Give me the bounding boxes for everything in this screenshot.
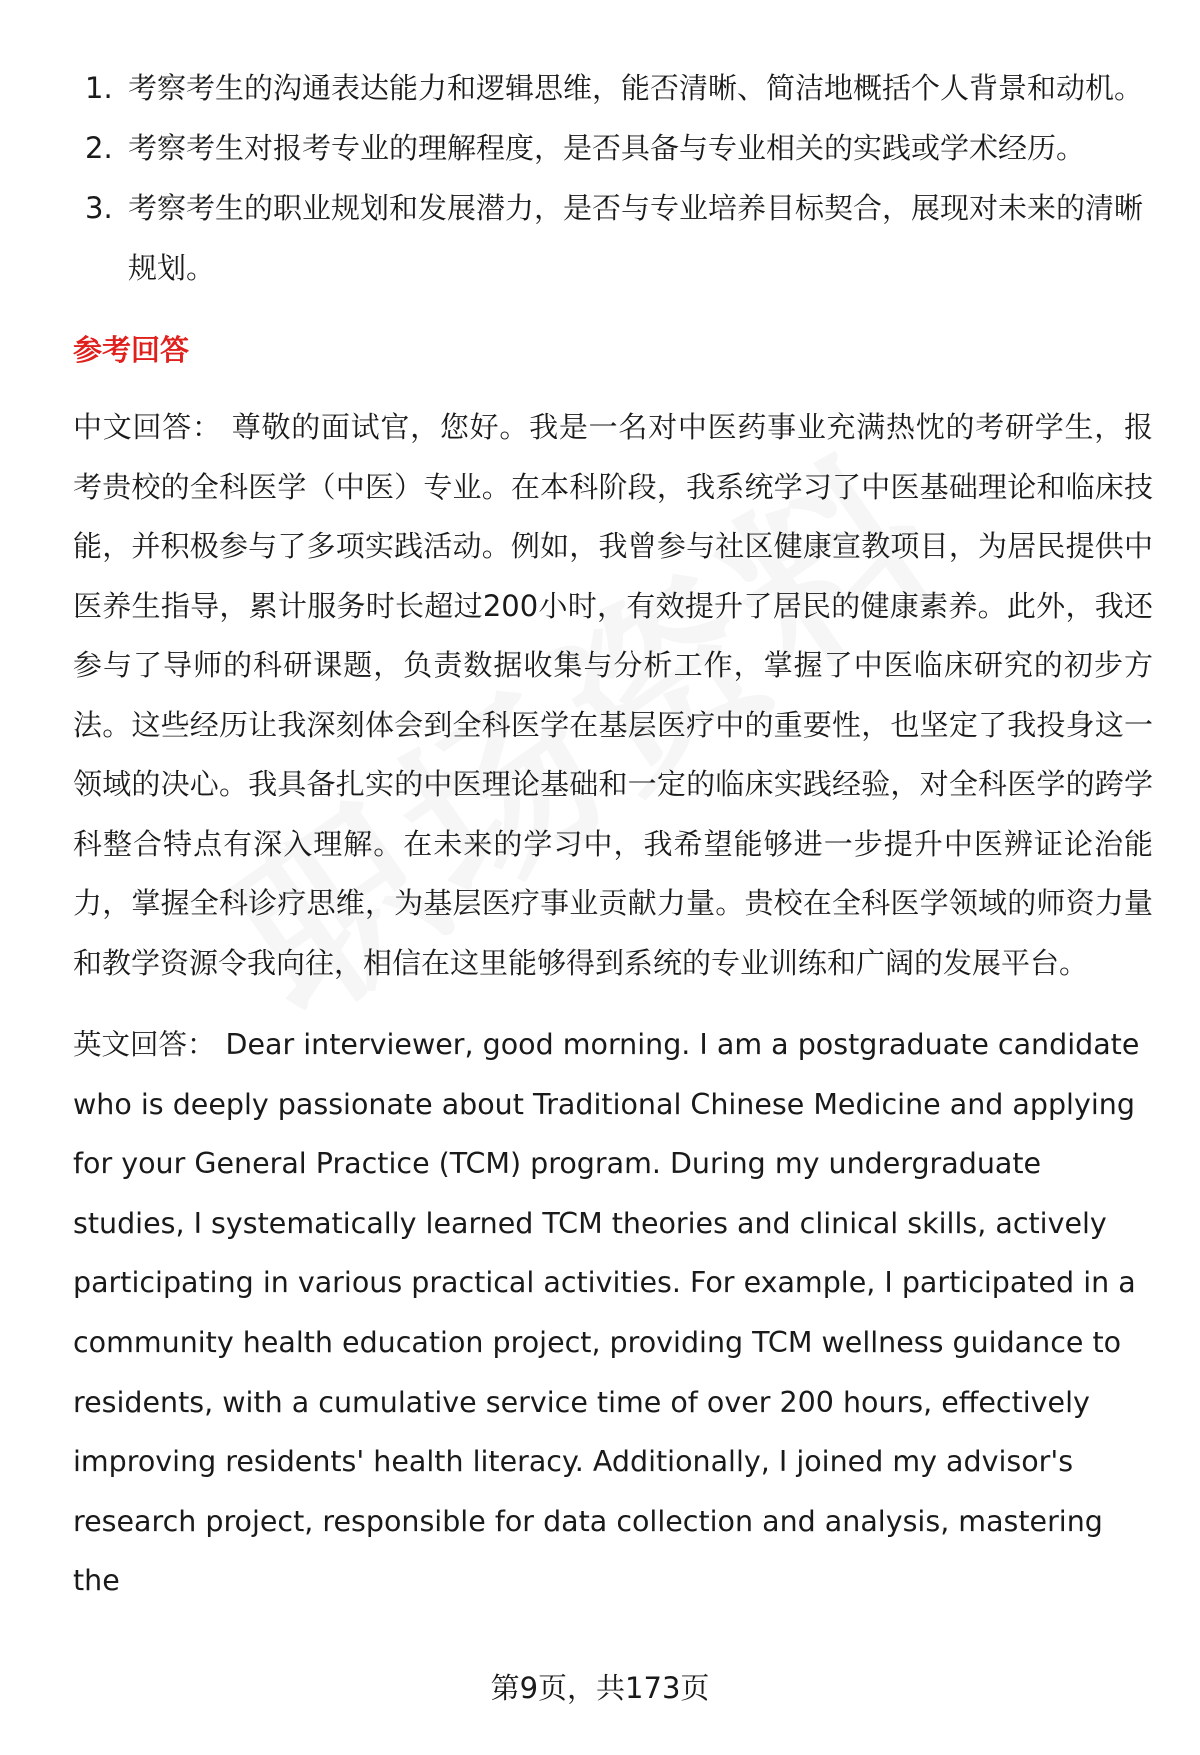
- chinese-answer-text: 尊敬的面试官，您好。我是一名对中医药事业充满热忱的考研学生，报考贵校的全科医学（中医）专业。在本科阶段，我系统学习了中医基础理论和临床技能，并积极参与了多项实践活动。例如，我曾参与社区健康宣教项目，为居民提供中医养生指导，累计服务时长超过200小时，有效提升了居民的健康素养。此外，我还参与了导师的科研课题，负责数据收集与分析工作，掌握了中医临床研究的初步方法。这些经历让我深刻体会到全科医学在基层医疗中的重要性，也坚定了我投身这一领域的决心。我具备扎实的中医理论基础和一定的临床实践经验，对全科医学的跨学科整合特点有深入理解。在未来的学习中，我希望能够进一步提升中医辨证论治能力，掌握全科诊疗思维，为基层医疗事业贡献力量。贵校在全科医学领域的师资力量和教学资源令我向往，相信在这里能够得到系统的专业训练和广阔的发展平台。: [73, 410, 1153, 980]
- list-number: 3.: [85, 191, 113, 225]
- list-item: [73, 118, 1153, 178]
- english-answer: [73, 1015, 1153, 1611]
- english-answer-label: 英文回答：: [73, 1028, 216, 1061]
- evaluation-points-list: [73, 58, 1153, 298]
- document-page: [73, 58, 1153, 1611]
- list-number: 1.: [85, 71, 113, 105]
- page-footer: 第9页，共173页: [490, 1671, 710, 1705]
- list-item: [73, 58, 1153, 118]
- english-answer-text: Dear interviewer, good morning. I am a postgraduate candidate who is deeply passionate about Traditional Chinese Medicine and applying for your General Practice (TCM) program. During my undergraduate studies, I systematically learned TCM theories and clinical skills, actively participating in various practical activities. For example, I participated in a community health education project, providing TCM wellness guidance to residents, with a cumulative service time of over 200 hours, effectively improving residents' health literacy. Additionally, I joined my advisor's research project, responsible for data collection and analysis, mastering the: [73, 1028, 1140, 1598]
- list-item-text: 考察考生的职业规划和发展潜力，是否与专业培养目标契合，展现对未来的清晰规划。: [128, 191, 1144, 285]
- list-number: 2.: [85, 131, 113, 165]
- chinese-answer: [73, 398, 1153, 993]
- list-item: [73, 178, 1153, 298]
- chinese-answer-label: 中文回答：: [73, 410, 222, 444]
- list-item-text: 考察考生对报考专业的理解程度，是否具备与专业相关的实践或学术经历。: [128, 131, 1086, 165]
- section-heading: 参考回答: [73, 333, 190, 367]
- list-item-text: 考察考生的沟通表达能力和逻辑思维，能否清晰、简洁地概括个人背景和动机。: [128, 71, 1144, 105]
